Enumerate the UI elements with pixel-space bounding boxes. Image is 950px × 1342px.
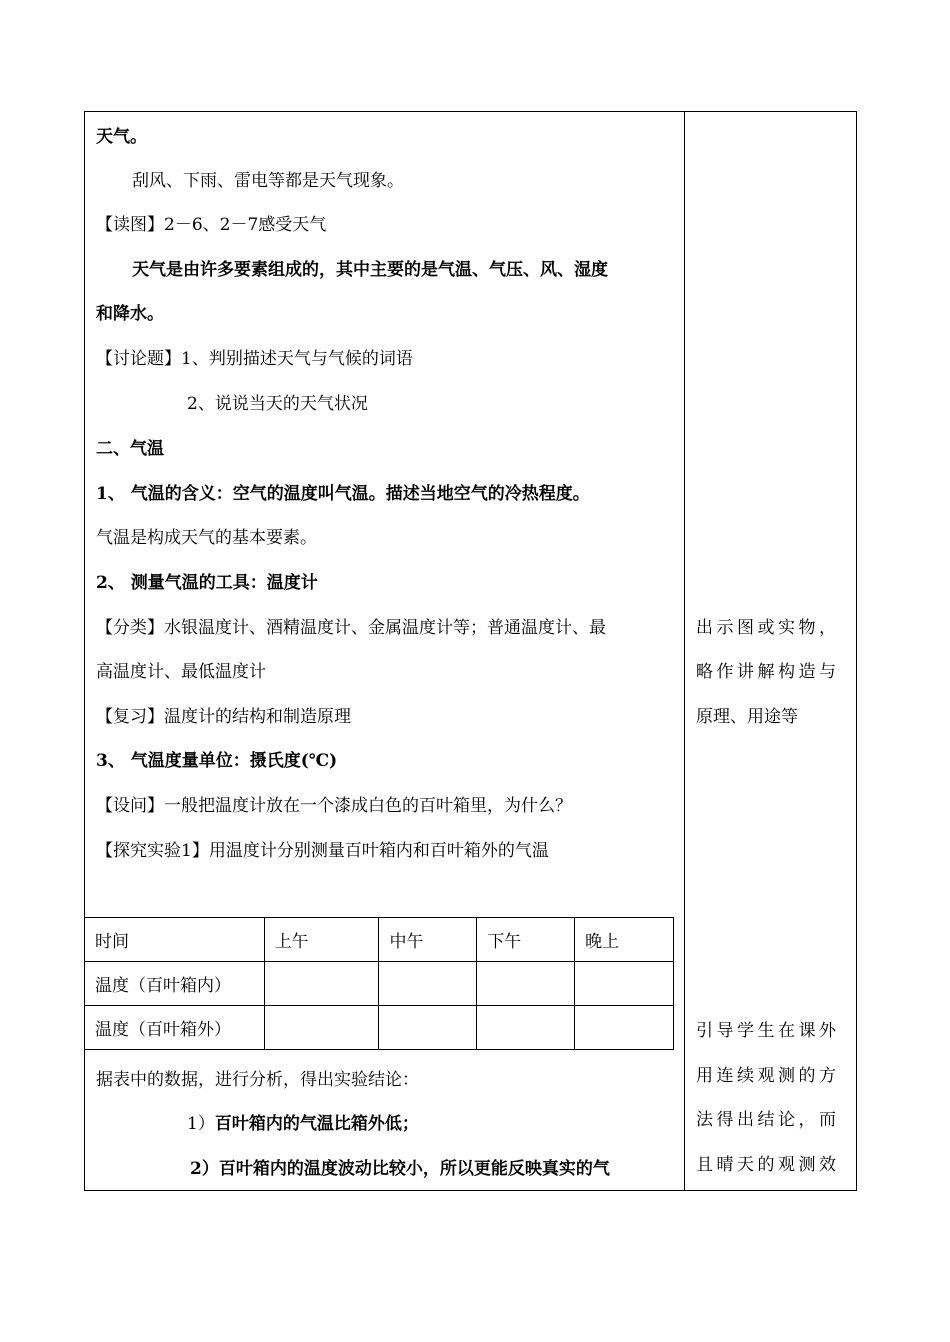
side-note-line: 用连续观测的方 bbox=[696, 1066, 840, 1086]
main-line: 【设问】一般把温度计放在一个漆成白色的百叶箱里，为什么？ bbox=[96, 796, 572, 816]
side-note-line: 且晴天的观测效 bbox=[696, 1155, 840, 1175]
side-note-line: 引导学生在课外 bbox=[696, 1021, 840, 1041]
main-line: 天气。 bbox=[96, 127, 147, 147]
main-line: 1、 气温的含义：空气的温度叫气温。描述当地空气的冷热程度。 bbox=[96, 484, 590, 504]
table-cell bbox=[379, 1006, 477, 1050]
main-line: 3、 气温度量单位：摄氏度(℃) bbox=[96, 751, 338, 771]
main-line: 高温度计、最低温度计 bbox=[96, 662, 266, 682]
main-line: 【复习】温度计的结构和制造原理 bbox=[96, 707, 351, 727]
table-cell bbox=[575, 962, 674, 1006]
main-line: 据表中的数据，进行分析，得出实验结论： bbox=[96, 1070, 419, 1090]
temperature-data-table bbox=[84, 917, 674, 1050]
table-cell bbox=[477, 1006, 575, 1050]
side-note-line: 原理、用途等 bbox=[696, 707, 798, 727]
table-cell bbox=[477, 962, 575, 1006]
table-row bbox=[85, 1006, 674, 1050]
main-line: 天气是由许多要素组成的，其中主要的是气温、气压、风、湿度 bbox=[132, 260, 608, 280]
main-line: 气温是构成天气的基本要素。 bbox=[96, 528, 317, 548]
table-header-cell: 下午 bbox=[477, 918, 575, 962]
conclusion-2: 2）百叶箱内的温度波动比较小，所以更能反映真实的气 bbox=[190, 1159, 610, 1179]
table-cell bbox=[264, 1006, 379, 1050]
main-line: 【读图】2－6、2－7感受天气 bbox=[96, 215, 327, 235]
table-header-cell: 时间 bbox=[85, 918, 265, 962]
table-header-row bbox=[85, 918, 674, 962]
main-line: 2、 测量气温的工具：温度计 bbox=[96, 573, 318, 593]
main-line: 和降水。 bbox=[96, 304, 164, 324]
table-cell bbox=[575, 1006, 674, 1050]
main-line: 【讨论题】1、判别描述天气与气候的词语 bbox=[96, 349, 413, 369]
section-heading: 二、气温 bbox=[96, 439, 164, 459]
main-line: 2、说说当天的天气状况 bbox=[187, 394, 368, 414]
table-row bbox=[85, 962, 674, 1006]
side-note-line: 法得出结论，而 bbox=[696, 1110, 840, 1130]
main-line: 【探究实验1】用温度计分别测量百叶箱内和百叶箱外的气温 bbox=[96, 841, 549, 861]
main-line: 刮风、下雨、雷电等都是天气现象。 bbox=[132, 171, 404, 191]
table-header-cell: 晚上 bbox=[575, 918, 674, 962]
table-row-label: 温度（百叶箱外） bbox=[85, 1006, 265, 1050]
table-cell bbox=[379, 962, 477, 1006]
conclusion-1-text: 百叶箱内的气温比箱外低； bbox=[214, 1114, 419, 1134]
table-header-cell: 中午 bbox=[379, 918, 477, 962]
table-cell bbox=[264, 962, 379, 1006]
main-line: 【分类】水银温度计、酒精温度计、金属温度计等；普通温度计、最 bbox=[96, 618, 606, 638]
table-row-label: 温度（百叶箱内） bbox=[85, 962, 265, 1006]
table-header-cell: 上午 bbox=[264, 918, 379, 962]
conclusion-1: 1）百叶箱内的气温比箱外低； bbox=[187, 1114, 419, 1134]
side-note-line: 略作讲解构造与 bbox=[696, 662, 840, 682]
side-note-line: 出示图或实物， bbox=[696, 618, 840, 638]
column-divider bbox=[684, 111, 685, 1191]
